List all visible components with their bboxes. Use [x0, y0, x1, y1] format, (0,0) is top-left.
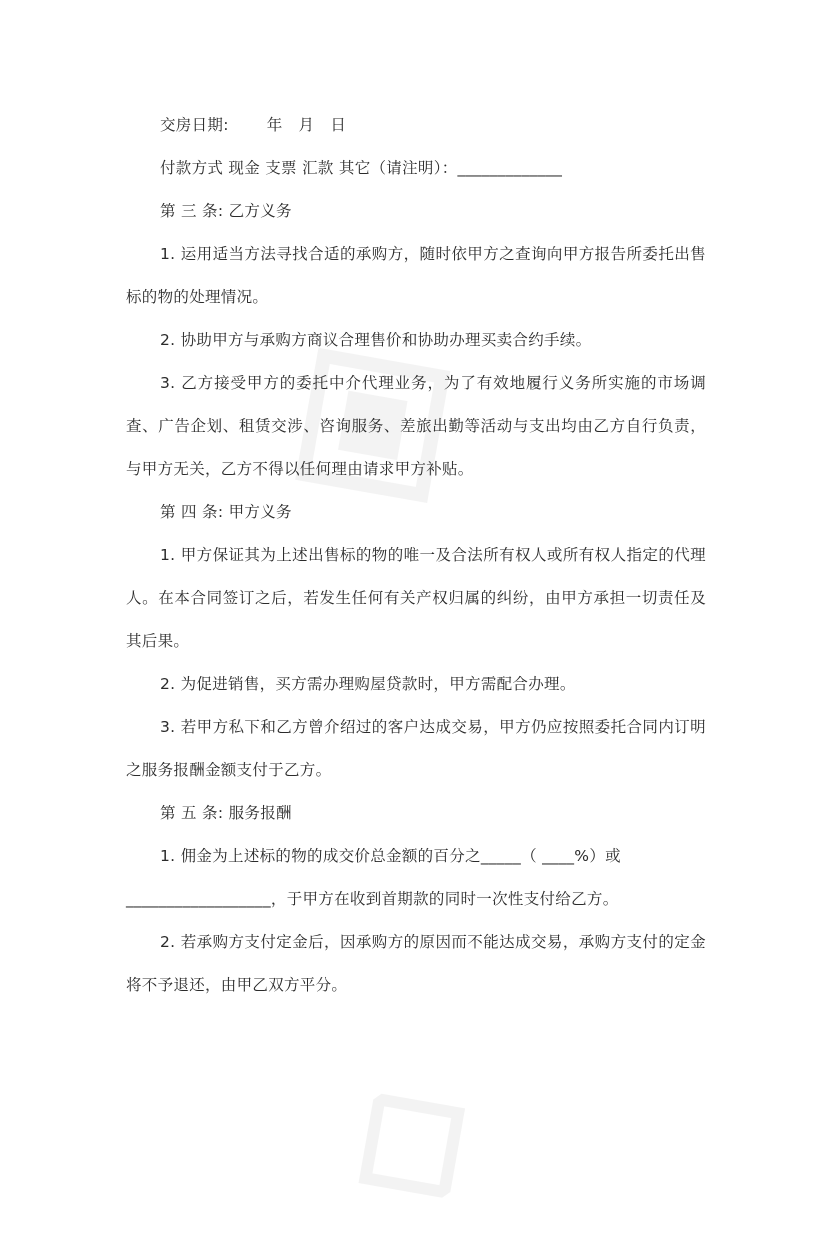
article-4-item: 2. 为促进销售，买方需办理购屋贷款时，甲方需配合办理。 — [160, 675, 576, 693]
article-4-item: 3. 若甲方私下和乙方曾介绍过的客户达成交易，甲方仍应按照委托合同内订明之服务报酬金额支付于乙方。 — [126, 718, 706, 779]
article-5-heading: 第 五 条: 服务报酬 — [160, 804, 292, 822]
article-5-item-2: 2. 若承购方支付定金后，因承购方的原因而不能达成交易，承购方支付的定金将不予退还，由甲乙双方平分。 — [126, 933, 706, 994]
date-month: 月 — [298, 116, 315, 134]
article-5-item-1b: __________________，于甲方在收到首期款的同时一次性支付给乙方。 — [126, 890, 619, 908]
article-3-item: 1. 运用适当方法寻找合适的承购方，随时依甲方之查询向甲方报告所委托出售标的物的处理情况。 — [126, 245, 706, 306]
article-3-heading: 第 三 条: 乙方义务 — [160, 202, 292, 220]
article-5-item-1a: 1. 佣金为上述标的物的成交价总金额的百分之_____（ ____%）或 — [160, 847, 621, 865]
date-year: 年 — [266, 116, 283, 134]
contract-body — [126, 104, 706, 1007]
delivery-date-line — [126, 104, 706, 147]
article-3-item: 3. 乙方接受甲方的委托中介代理业务，为了有效地履行义务所实施的市场调查、广告企划、租赁交涉、咨询服务、差旅出勤等活动与支出均由乙方自行负责，与甲方无关，乙方不得以任何理由请求甲方补贴。 — [126, 374, 706, 478]
article-4-heading: 第 四 条: 甲方义务 — [160, 503, 292, 521]
watermark-icon — [304, 1033, 537, 1246]
article-4-item: 1. 甲方保证其为上述出售标的物的唯一及合法所有权人或所有权人指定的代理人。在本合同签订之后，若发生任何有关产权归属的纠纷，由甲方承担一切责任及其后果。 — [126, 546, 706, 650]
article-3-item: 2. 协助甲方与承购方商议合理售价和协助办理买卖合约手续。 — [160, 331, 592, 349]
date-day: 日 — [330, 116, 347, 134]
payment-method-line: 付款方式 现金 支票 汇款 其它（请注明）：_____________ — [160, 159, 563, 177]
delivery-date-label: 交房日期: — [160, 116, 229, 134]
